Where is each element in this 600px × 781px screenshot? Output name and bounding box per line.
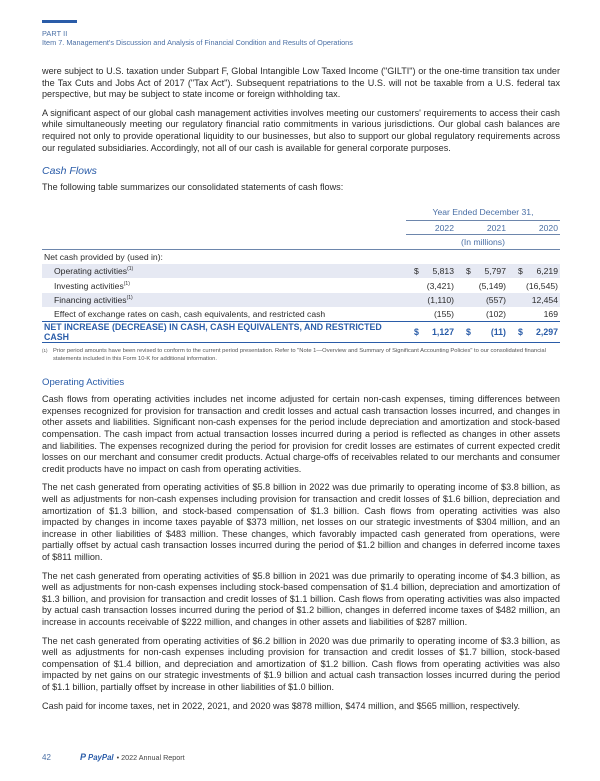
year-header: 2020 — [508, 220, 560, 235]
page-footer — [42, 752, 185, 762]
operating-paragraph: The net cash generated from operating activities of $6.2 billion in 2020 was due primarily to operating income of $3.3 billion, as well as adjustments for non-cash expenses including provision for transaction and credit losses of $1.7 billion, stock-based compensation of $1.4 billion, and depreciation and amortization of $1.2 billion. Cash flows from operating activities was also impacted by net gains on our strategic investments of $1.9 billion and actual cash transaction losses incurred during the period of $1.1 billion, partially offset by increase in other liabilities of $1.0 billion. — [42, 635, 560, 692]
page-content — [42, 66, 560, 719]
table-row — [42, 293, 560, 308]
cell-value: 1,127 — [431, 327, 454, 338]
cell-value: 6,219 — [536, 266, 558, 276]
cell-value: 5,813 — [432, 266, 454, 276]
cell-value: (3,421) — [426, 280, 454, 291]
cell-value: (11) — [490, 327, 506, 338]
cell-value: 5,797 — [484, 266, 506, 276]
item-title: Item 7. Management's Discussion and Analysis of Financial Condition and Results of Operations — [42, 38, 353, 47]
paypal-logo-text: PayPal — [88, 752, 114, 762]
row-label: Operating activities — [54, 266, 128, 276]
period-header: Year Ended December 31, — [406, 206, 560, 221]
table-row — [42, 264, 560, 279]
cell-value: 12,454 — [508, 293, 560, 308]
total-label: NET INCREASE (DECREASE) IN CASH, CASH EQUIVALENTS, AND RESTRICTED CASH — [42, 322, 406, 343]
total-row — [42, 322, 560, 343]
table-row — [42, 278, 560, 293]
row-label: Investing activities — [54, 280, 124, 291]
report-label: • 2022 Annual Report — [116, 752, 185, 762]
section-label: Net cash provided by (used in): — [44, 251, 163, 262]
footnote-ref: (1) — [127, 266, 134, 273]
table-footnote — [42, 347, 560, 363]
operating-activities-heading: Operating Activities — [42, 377, 125, 389]
currency-symbol: $ — [414, 327, 419, 338]
part-label: PART II — [42, 29, 68, 38]
operating-paragraph: Cash paid for income taxes, net in 2022, 2021, and 2020 was $878 million, $474 million, and $565 million, respectively. — [42, 700, 521, 711]
footnote-ref: (1) — [123, 280, 130, 287]
row-label: Financing activities — [54, 295, 127, 305]
operating-paragraph: The net cash generated from operating activities of $5.8 billion in 2021 was due primarily to operating income of $4.3 billion, as well as adjustments for non-cash expenses including stock-based compensation of $1.4 billion, depreciation and amortization of $1.3 billion, and provision for transaction and credit losses of $1.1 billion. Cash flows from operating activities was also impacted by actual cash transaction losses incurred during the period of $1.2 billion, changes in deferred income taxes of $482 million, an increase in accounts receivable of $222 million, and changes in other assets and liabilities of $287 million. — [42, 570, 560, 627]
currency-symbol: $ — [466, 327, 471, 338]
cell-value: (1,110) — [406, 293, 456, 308]
operating-paragraph: The net cash generated from operating activities of $5.8 billion in 2022 was due primarily to operating income of $3.8 billion, as well as adjustments for non-cash expenses including provision for transaction and credit losses of $1.6 billion, depreciation and amortization of $1.3 billion, and stock-based compensation of $1.3 billion. Cash flows from operating activities was also impacted by changes in income taxes payable of $373 million, net losses on our strategic investments of $304 million, and an increase in other liabilities of $483 million. These changes, which favorably impacted cash generated from operations, were partially offset by actual cash transaction losses incurred during the period of $1.2 billion and changes in deferred income taxes of $811 million. — [42, 482, 560, 562]
cell-value: (16,545) — [525, 280, 558, 291]
cash-flows-heading: Cash Flows — [42, 165, 97, 178]
cell-value: (557) — [456, 293, 508, 308]
paypal-p-icon: P — [80, 752, 87, 762]
cell-value: (102) — [485, 309, 506, 320]
cash-flows-intro: The following table summarizes our consolidated statements of cash flows: — [42, 182, 344, 193]
operating-paragraph: Cash flows from operating activities includes net income adjusted for certain non-cash expenses, timing differences between expenses recognized for provision for transaction and credit losses and actual cash transaction losses incurred, and changes in other assets and liabilities. Significant non-cash expenses for the period include depreciation and amortization and stock-based compensation. The cash impact from actual transaction losses incurred during a period is reflected as changes in other assets and liabilities. The expenses recognized during the period for provision for credit losses are estimates of current expected credit losses on our merchant and consumer credit products. Actual charge-offs of receivables related to our merchants and consumer credit products have no impact on cash from operating activities. — [42, 394, 560, 474]
currency-symbol: $ — [518, 327, 523, 338]
currency-symbol: $ — [466, 266, 471, 276]
cell-value: (5,149) — [478, 280, 506, 291]
table-row — [42, 307, 560, 322]
year-header: 2022 — [406, 220, 456, 235]
units-label: (In millions) — [406, 235, 560, 250]
page-number: 42 — [42, 752, 51, 762]
footnote-text: Prior period amounts have been revised to conform to the current period presentation. Refer to "Note 1—Overview and Summary of Significant Accounting Policies" to our consolidated financial statements included in this Form 10-K for additional information. — [53, 348, 546, 363]
cell-value: 169 — [543, 309, 558, 320]
currency-symbol: $ — [414, 266, 419, 276]
footnote-ref: (1) — [126, 295, 133, 302]
intro-paragraph: were subject to U.S. taxation under Subpart F, Global Intangible Low Taxed Income ("GILTI") or the one-time transition tax under the Tax Cuts and Jobs Act of 2017 ("Tax Act"). Subsequent repatriations to the U.S. will not be taxable from a U.S. federal tax perspective, but may be subject to state income or foreign withholding tax. — [42, 66, 560, 100]
cell-value: 2,297 — [535, 327, 558, 338]
header-accent-bar — [42, 20, 77, 23]
intro-paragraph: A significant aspect of our global cash management activities involves meeting our customers' requirements to access their cash while simultaneously meeting our regulatory financial ratio commitments in various jurisdictions. Our global cash balances are required not only to provide operational liquidity to our businesses, but also to support our global regulatory requirements across our regulated subsidiaries. Accordingly, not all of our cash is available for general corporate purposes. — [42, 107, 560, 153]
cell-value: (155) — [433, 309, 454, 320]
year-header: 2021 — [456, 220, 508, 235]
footnote-mark: (1) — [42, 348, 48, 354]
currency-symbol: $ — [518, 266, 523, 276]
row-label: Effect of exchange rates on cash, cash equivalents, and restricted cash — [54, 309, 326, 320]
cash-flows-table — [42, 206, 560, 344]
